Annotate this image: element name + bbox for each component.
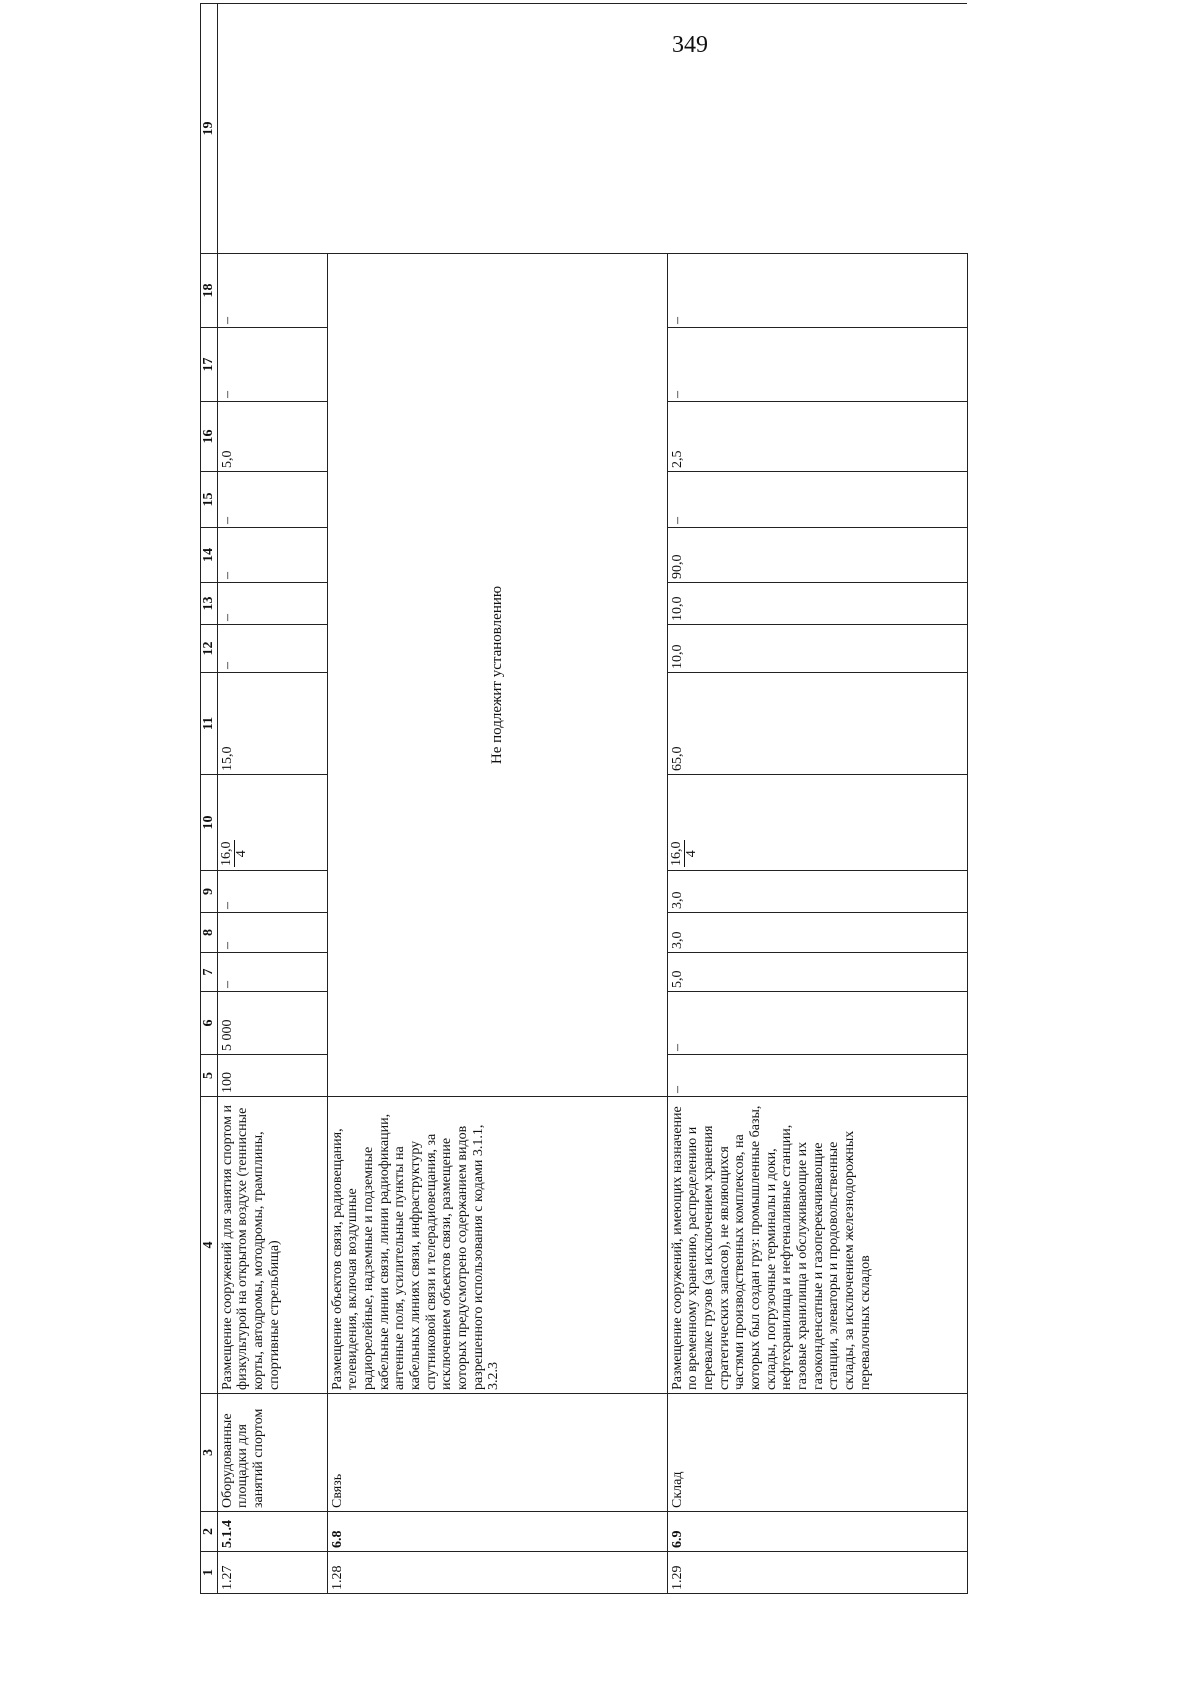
table-row xyxy=(217,4,327,1594)
header-cell: 12 xyxy=(201,625,218,673)
header-cell: 13 xyxy=(201,583,218,625)
value-cell: 90,0 xyxy=(667,528,967,583)
value-cell: – xyxy=(217,871,327,913)
value-cell: – xyxy=(217,625,327,673)
header-cell: 9 xyxy=(201,871,218,913)
use-name: Связь xyxy=(327,1394,667,1512)
fraction-cell xyxy=(667,775,967,871)
value-cell: – xyxy=(667,328,967,402)
header-cell: 6 xyxy=(201,992,218,1055)
header-cell: 14 xyxy=(201,528,218,583)
use-name: Склад xyxy=(667,1394,967,1512)
header-cell: 5 xyxy=(201,1055,218,1097)
fraction-numerator: 16,0 xyxy=(668,841,684,866)
value-cell: – xyxy=(217,583,327,625)
header-cell: 2 xyxy=(201,1512,218,1552)
header-cell: 11 xyxy=(201,673,218,775)
row-number: 1.27 xyxy=(217,1552,327,1594)
empty-cell xyxy=(217,4,967,254)
header-cell: 3 xyxy=(201,1394,218,1512)
header-cell: 8 xyxy=(201,913,218,953)
use-name: Оборудованные площадки для занятий спортом xyxy=(217,1394,327,1512)
value-cell: – xyxy=(667,992,967,1055)
use-code: 6.9 xyxy=(667,1512,967,1552)
not-subject-note: Не подлежит установлению xyxy=(488,585,505,765)
value-cell: – xyxy=(217,953,327,992)
value-cell: – xyxy=(667,254,967,328)
use-description: Размещение сооружений, имеющих назначение по временному хранению, распределению и перевалке грузов (за исключением хранения стратегических запасов), не являющихся частями производственных комплексов, на которых был создан груз: промышленные базы, склады, погрузочные терминалы и доки, нефтехранилища и нефтеналивные станции, газовые хранилища и обслуживающие их газоконденсатные и газоперекачивающие станции, элеваторы и продовольственные склады, за исключением железнодорожных перевалочных складов xyxy=(667,1097,967,1394)
use-code: 5.1.4 xyxy=(217,1512,327,1552)
header-cell: 17 xyxy=(201,328,218,402)
use-description: Размещение сооружений для занятия спортом и физкультурой на открытом воздухе (теннисные корты, автодромы, мотодромы, трамплины, спортивные стрельбища) xyxy=(217,1097,327,1394)
header-cell: 1 xyxy=(201,1552,218,1594)
value-cell: – xyxy=(217,528,327,583)
header-cell: 15 xyxy=(201,472,218,528)
use-description: Размещение объектов связи, радиовещания, телевидения, включая воздушные радиорелейные, надземные и подземные кабельные линии связи, линии радиофикации, антенные поля, усилительные пункты на кабельных линиях связи, инфраструктуру спутниковой связи и телерадиовещания, за исключением объектов связи, размещение которых предусмотрено содержанием видов разрешенного использования с кодами 3.1.1, 3.2.3 xyxy=(327,1097,667,1394)
page-number: 349 xyxy=(672,32,708,58)
value-cell: 15,0 xyxy=(217,673,327,775)
land-use-table xyxy=(200,3,968,1594)
value-cell: 3,0 xyxy=(667,913,967,953)
header-cell: 16 xyxy=(201,402,218,472)
header-cell: 7 xyxy=(201,953,218,992)
fraction-numerator: 16,0 xyxy=(218,841,234,866)
header-cell: 19 xyxy=(201,4,218,254)
value-cell: 5,0 xyxy=(217,402,327,472)
value-cell: – xyxy=(667,472,967,528)
value-cell: 3,0 xyxy=(667,871,967,913)
fraction-denominator: 4 xyxy=(234,850,250,858)
value-cell: – xyxy=(217,472,327,528)
value-cell: – xyxy=(217,328,327,402)
value-cell: – xyxy=(667,1055,967,1097)
value-cell: 10,0 xyxy=(667,625,967,673)
fraction-cell xyxy=(217,775,327,871)
fraction-denominator: 4 xyxy=(684,850,700,858)
fraction xyxy=(220,841,250,868)
header-cell: 10 xyxy=(201,775,218,871)
use-code: 6.8 xyxy=(327,1512,667,1552)
value-cell: – xyxy=(217,254,327,328)
header-cell: 4 xyxy=(201,1097,218,1394)
value-cell: 2,5 xyxy=(667,402,967,472)
row-number: 1.28 xyxy=(327,1552,667,1594)
merged-note-cell xyxy=(327,254,667,1097)
value-cell: 100 xyxy=(217,1055,327,1097)
header-row xyxy=(201,4,218,1594)
header-cell: 18 xyxy=(201,254,218,328)
value-cell: 10,0 xyxy=(667,583,967,625)
value-cell: 5,0 xyxy=(667,953,967,992)
value-cell: 65,0 xyxy=(667,673,967,775)
value-cell: – xyxy=(217,913,327,953)
fraction xyxy=(670,841,700,868)
row-number: 1.29 xyxy=(667,1552,967,1594)
value-cell: 5 000 xyxy=(217,992,327,1055)
rotated-table-container xyxy=(200,104,952,1594)
